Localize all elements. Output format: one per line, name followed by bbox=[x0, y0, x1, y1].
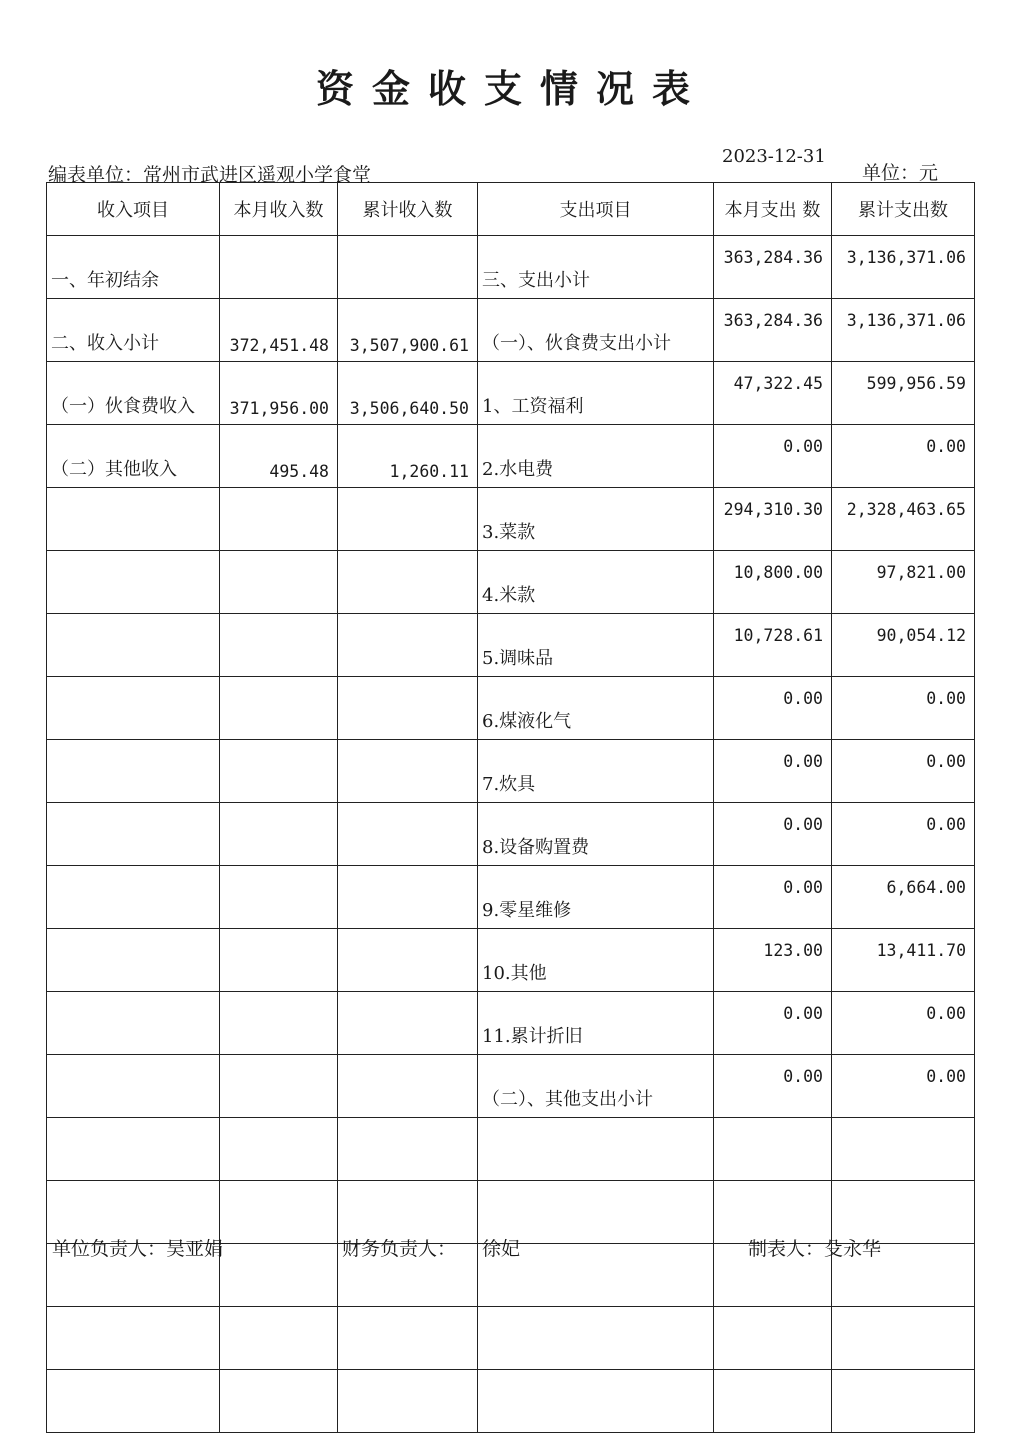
column-header: 本月收入数 bbox=[220, 183, 338, 236]
table-row bbox=[47, 1307, 975, 1370]
preparing-unit: 编表单位：常州市武进区遥观小学食堂 bbox=[48, 164, 372, 186]
currency-unit: 单位：元 bbox=[862, 162, 939, 184]
table-row bbox=[47, 992, 975, 1055]
income-cumulative-cell bbox=[338, 740, 478, 803]
expense-item-cell: 5.调味品 bbox=[478, 614, 714, 677]
income-cumulative-cell bbox=[338, 866, 478, 929]
column-header: 本月支出 数 bbox=[714, 183, 832, 236]
table-row bbox=[47, 362, 975, 425]
expense-cumulative-cell: 0.00 bbox=[832, 425, 975, 488]
income-item-cell bbox=[47, 929, 220, 992]
table-row bbox=[47, 551, 975, 614]
income-month-cell bbox=[220, 1181, 338, 1244]
expense-cumulative-cell: 0.00 bbox=[832, 1055, 975, 1118]
column-header: 收入项目 bbox=[47, 183, 220, 236]
table-row bbox=[47, 803, 975, 866]
expense-item-cell: 4.米款 bbox=[478, 551, 714, 614]
expense-cumulative-cell: 2,328,463.65 bbox=[832, 488, 975, 551]
expense-cumulative-cell: 599,956.59 bbox=[832, 362, 975, 425]
expense-item-cell: 11.累计折旧 bbox=[478, 992, 714, 1055]
table-row bbox=[47, 614, 975, 677]
income-item-cell bbox=[47, 866, 220, 929]
table-row bbox=[47, 740, 975, 803]
expense-month-cell: 0.00 bbox=[714, 866, 832, 929]
table-row bbox=[47, 1118, 975, 1181]
income-month-cell: 495.48 bbox=[220, 425, 338, 488]
expense-item-cell: 3.菜款 bbox=[478, 488, 714, 551]
income-cumulative-cell bbox=[338, 551, 478, 614]
income-item-cell bbox=[47, 488, 220, 551]
expense-cumulative-cell: 0.00 bbox=[832, 740, 975, 803]
finance-head-label: 财务负责人： bbox=[342, 1238, 457, 1260]
income-cumulative-cell bbox=[338, 992, 478, 1055]
income-item-cell bbox=[47, 803, 220, 866]
expense-month-cell: 10,728.61 bbox=[714, 614, 832, 677]
income-cumulative-cell bbox=[338, 929, 478, 992]
table-row bbox=[47, 1370, 975, 1433]
expense-cumulative-cell: 6,664.00 bbox=[832, 866, 975, 929]
table-row bbox=[47, 488, 975, 551]
income-item-cell bbox=[47, 992, 220, 1055]
table-row bbox=[47, 929, 975, 992]
expense-item-cell: （一）、伙食费支出小计 bbox=[478, 299, 714, 362]
report-date: 2023-12-31 bbox=[722, 146, 826, 167]
expense-item-cell bbox=[478, 1118, 714, 1181]
income-item-cell bbox=[47, 1307, 220, 1370]
income-month-cell bbox=[220, 803, 338, 866]
income-month-cell bbox=[220, 1055, 338, 1118]
income-month-cell bbox=[220, 740, 338, 803]
expense-cumulative-cell bbox=[832, 1118, 975, 1181]
expense-cumulative-cell: 0.00 bbox=[832, 803, 975, 866]
expense-month-cell: 363,284.36 bbox=[714, 299, 832, 362]
table-row bbox=[47, 866, 975, 929]
income-item-cell: 一、年初结余 bbox=[47, 236, 220, 299]
table-header-row bbox=[47, 183, 975, 236]
expense-month-cell: 123.00 bbox=[714, 929, 832, 992]
table-row bbox=[47, 236, 975, 299]
column-header: 累计支出数 bbox=[832, 183, 975, 236]
income-month-cell bbox=[220, 992, 338, 1055]
income-cumulative-cell bbox=[338, 677, 478, 740]
expense-month-cell: 0.00 bbox=[714, 1055, 832, 1118]
expense-cumulative-cell bbox=[832, 1370, 975, 1433]
income-item-cell bbox=[47, 1118, 220, 1181]
page-title: 资金收支情况表 bbox=[315, 66, 708, 111]
income-month-cell bbox=[220, 1370, 338, 1433]
expense-cumulative-cell: 90,054.12 bbox=[832, 614, 975, 677]
expense-item-cell: 10.其他 bbox=[478, 929, 714, 992]
expense-month-cell: 0.00 bbox=[714, 803, 832, 866]
expense-item-cell bbox=[478, 1307, 714, 1370]
income-cumulative-cell bbox=[338, 1307, 478, 1370]
income-month-cell bbox=[220, 1307, 338, 1370]
income-item-cell bbox=[47, 614, 220, 677]
column-header: 累计收入数 bbox=[338, 183, 478, 236]
expense-cumulative-cell: 97,821.00 bbox=[832, 551, 975, 614]
expense-item-cell: 2.水电费 bbox=[478, 425, 714, 488]
income-cumulative-cell: 3,506,640.50 bbox=[338, 362, 478, 425]
expense-item-cell: 三、支出小计 bbox=[478, 236, 714, 299]
income-month-cell bbox=[220, 1244, 338, 1307]
expense-month-cell bbox=[714, 1118, 832, 1181]
income-item-cell bbox=[47, 1055, 220, 1118]
income-month-cell bbox=[220, 236, 338, 299]
expense-month-cell: 0.00 bbox=[714, 425, 832, 488]
expense-cumulative-cell bbox=[832, 1307, 975, 1370]
expense-month-cell: 47,322.45 bbox=[714, 362, 832, 425]
table-row bbox=[47, 299, 975, 362]
expense-item-cell: 6.煤液化气 bbox=[478, 677, 714, 740]
expense-cumulative-cell: 0.00 bbox=[832, 992, 975, 1055]
income-cumulative-cell bbox=[338, 803, 478, 866]
income-month-cell: 372,451.48 bbox=[220, 299, 338, 362]
expense-cumulative-cell: 3,136,371.06 bbox=[832, 236, 975, 299]
unit-head-signature: 单位负责人：吴亚娟 bbox=[52, 1238, 224, 1260]
expense-month-cell: 0.00 bbox=[714, 677, 832, 740]
expense-month-cell bbox=[714, 1307, 832, 1370]
income-month-cell bbox=[220, 929, 338, 992]
income-month-cell: 371,956.00 bbox=[220, 362, 338, 425]
expense-item-cell: 1、工资福利 bbox=[478, 362, 714, 425]
income-month-cell bbox=[220, 551, 338, 614]
income-cumulative-cell bbox=[338, 488, 478, 551]
finance-head-name: 徐妃 bbox=[482, 1238, 521, 1260]
income-item-cell: （二）其他收入 bbox=[47, 425, 220, 488]
expense-month-cell: 363,284.36 bbox=[714, 236, 832, 299]
expense-item-cell: 8.设备购置费 bbox=[478, 803, 714, 866]
income-month-cell bbox=[220, 488, 338, 551]
expense-item-cell: （二）、其他支出小计 bbox=[478, 1055, 714, 1118]
income-item-cell bbox=[47, 740, 220, 803]
expense-month-cell: 0.00 bbox=[714, 740, 832, 803]
expense-item-cell: 9.零星维修 bbox=[478, 866, 714, 929]
income-cumulative-cell bbox=[338, 1370, 478, 1433]
income-item-cell: （一）伙食费收入 bbox=[47, 362, 220, 425]
income-cumulative-cell bbox=[338, 1055, 478, 1118]
expense-cumulative-cell: 3,136,371.06 bbox=[832, 299, 975, 362]
income-month-cell bbox=[220, 866, 338, 929]
income-month-cell bbox=[220, 1118, 338, 1181]
expense-cumulative-cell: 13,411.70 bbox=[832, 929, 975, 992]
income-item-cell bbox=[47, 677, 220, 740]
expense-month-cell: 294,310.30 bbox=[714, 488, 832, 551]
expense-month-cell: 10,800.00 bbox=[714, 551, 832, 614]
income-cumulative-cell bbox=[338, 1118, 478, 1181]
table-row bbox=[47, 1055, 975, 1118]
expense-item-cell bbox=[478, 1370, 714, 1433]
preparer-signature: 制表人：殳永华 bbox=[748, 1238, 882, 1260]
expense-cumulative-cell: 0.00 bbox=[832, 677, 975, 740]
expense-item-cell: 7.炊具 bbox=[478, 740, 714, 803]
expense-month-cell bbox=[714, 1370, 832, 1433]
income-month-cell bbox=[220, 614, 338, 677]
table-row bbox=[47, 425, 975, 488]
income-cumulative-cell: 3,507,900.61 bbox=[338, 299, 478, 362]
income-item-cell: 二、收入小计 bbox=[47, 299, 220, 362]
income-cumulative-cell bbox=[338, 236, 478, 299]
income-cumulative-cell bbox=[338, 614, 478, 677]
income-cumulative-cell: 1,260.11 bbox=[338, 425, 478, 488]
income-item-cell bbox=[47, 1370, 220, 1433]
column-header: 支出项目 bbox=[478, 183, 714, 236]
income-item-cell bbox=[47, 551, 220, 614]
income-month-cell bbox=[220, 677, 338, 740]
table-row bbox=[47, 677, 975, 740]
expense-month-cell: 0.00 bbox=[714, 992, 832, 1055]
